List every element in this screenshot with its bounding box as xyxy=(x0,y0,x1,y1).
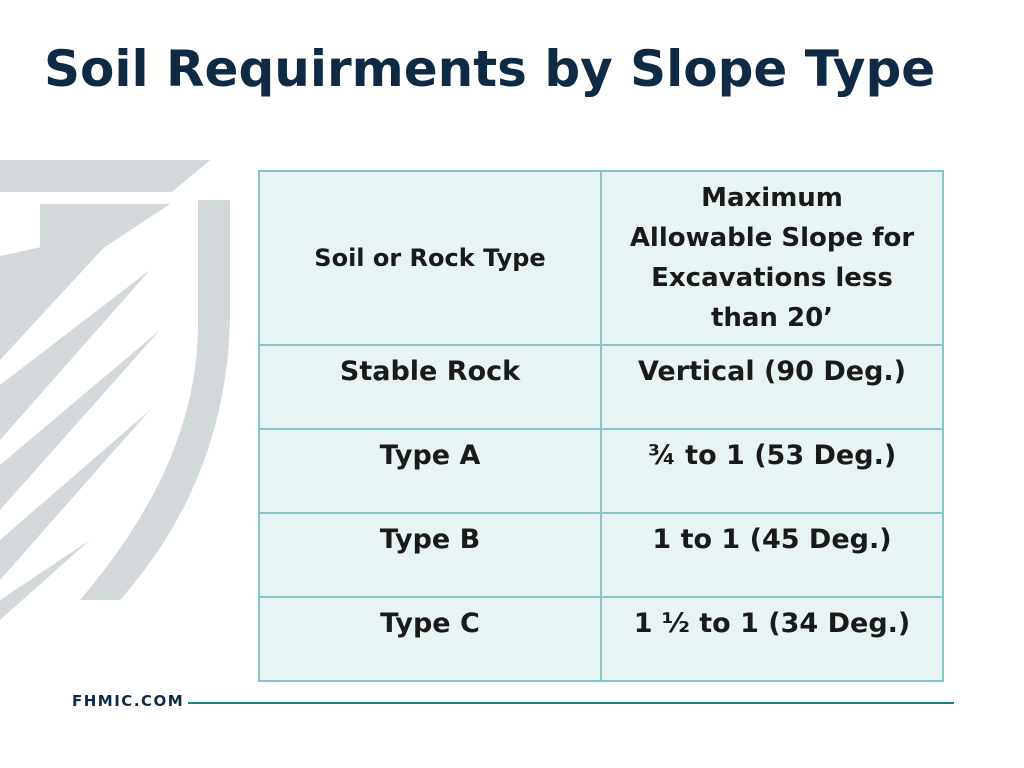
soil-type-cell: Type A xyxy=(259,429,601,513)
slope-cell: 1 ½ to 1 (34 Deg.) xyxy=(601,597,943,681)
footer-divider xyxy=(188,702,954,704)
table-header-row xyxy=(259,171,943,345)
header-max-slope-line: Allowable Slope for xyxy=(629,223,915,253)
soil-type-cell: Type C xyxy=(259,597,601,681)
header-max-slope-line: Maximum xyxy=(701,183,843,213)
slope-cell: ¾ to 1 (53 Deg.) xyxy=(601,429,943,513)
slope-cell: Vertical (90 Deg.) xyxy=(601,345,943,429)
header-max-slope-line: Excavations less xyxy=(651,263,893,293)
slide-title: Soil Requirments by Slope Type xyxy=(44,40,936,98)
table-row xyxy=(259,513,943,597)
footer-website: FHMIC.COM xyxy=(72,692,185,710)
table-row xyxy=(259,597,943,681)
header-soil-type: Soil or Rock Type xyxy=(259,171,601,345)
header-max-slope xyxy=(601,171,943,345)
header-max-slope-line: than 20’ xyxy=(710,303,834,333)
slope-cell: 1 to 1 (45 Deg.) xyxy=(601,513,943,597)
table-row xyxy=(259,429,943,513)
table-row xyxy=(259,345,943,429)
soil-slope-table xyxy=(258,170,944,682)
soil-type-cell: Stable Rock xyxy=(259,345,601,429)
soil-type-cell: Type B xyxy=(259,513,601,597)
logo-shield-decoration xyxy=(0,160,230,620)
